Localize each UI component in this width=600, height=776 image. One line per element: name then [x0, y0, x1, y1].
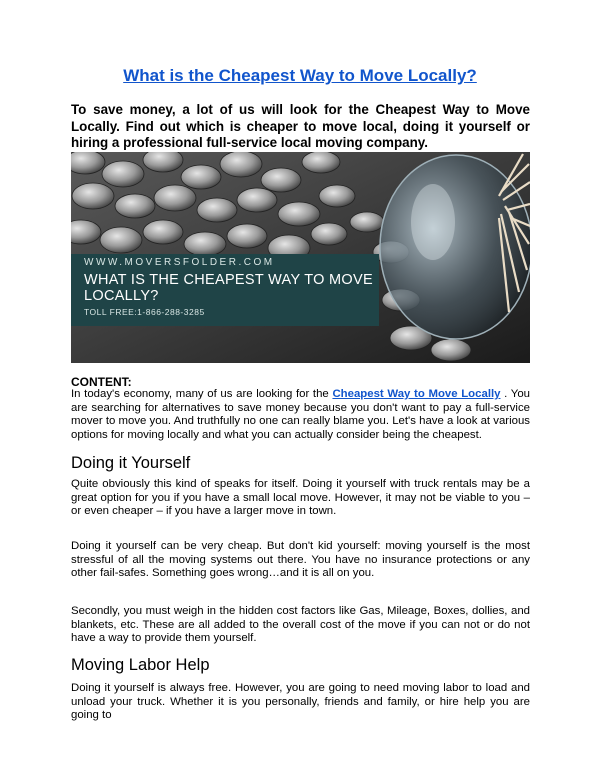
intro-paragraph: To save money, a lot of us will look for the Cheapest Way to Move Locally. Find out which is cheaper to move local, doing it yourself or hiring a professional full-service local moving company.: [71, 102, 530, 150]
cheapest-way-link[interactable]: Cheapest Way to Move Locally: [332, 388, 501, 400]
diy-paragraph-2: Doing it yourself can be very cheap. But don't kid yourself: moving yourself is the most stressful of all the moving systems out there. You have no insurance protections or any other fail-safes. Something goes wrong…and it is all on you.: [71, 540, 530, 579]
hero-site-url: WWW.MOVERSFOLDER.COM: [84, 257, 275, 268]
hero-phone: TOLL FREE:1-866-288-3285: [84, 307, 205, 317]
content-paragraph: [71, 388, 530, 442]
section-heading-diy: Doing it Yourself: [71, 454, 191, 472]
diy-paragraph-1: Quite obviously this kind of speaks for itself. Doing it yourself with truck rentals may be a great option for you if you have a small local move. However, it may not be viable to you – or even cheaper – if you have a larger move in town.: [71, 478, 530, 517]
section-heading-labor: Moving Labor Help: [71, 656, 210, 674]
content-text-end: . You are searching for alternatives to save money because you don't want to pay a full-service mover to move you. And truthfully no one can really blame you. Let's have a look at various options for moving locally and what you can actually consider being the cheapest.: [71, 388, 530, 441]
hero-image: [71, 152, 530, 363]
hero-headline: WHAT IS THE CHEAPEST WAY TO MOVE LOCALLY?: [84, 272, 373, 304]
diy-paragraph-3: Secondly, you must weigh in the hidden cost factors like Gas, Mileage, Boxes, dollies, and blankets, etc. These are all added to the overall cost of the move if you can not or do not have a way to provide them yourself.: [71, 605, 530, 644]
page-title[interactable]: What is the Cheapest Way to Move Locally?: [123, 66, 477, 85]
content-label: CONTENT:: [71, 375, 132, 389]
content-text-start: In today's economy, many of us are looking for the: [71, 388, 329, 400]
labor-paragraph-1: Doing it yourself is always free. However, you are going to need moving labor to load and unload your truck. Whether it is you personally, friends and family, or hire help you are going to: [71, 682, 530, 721]
